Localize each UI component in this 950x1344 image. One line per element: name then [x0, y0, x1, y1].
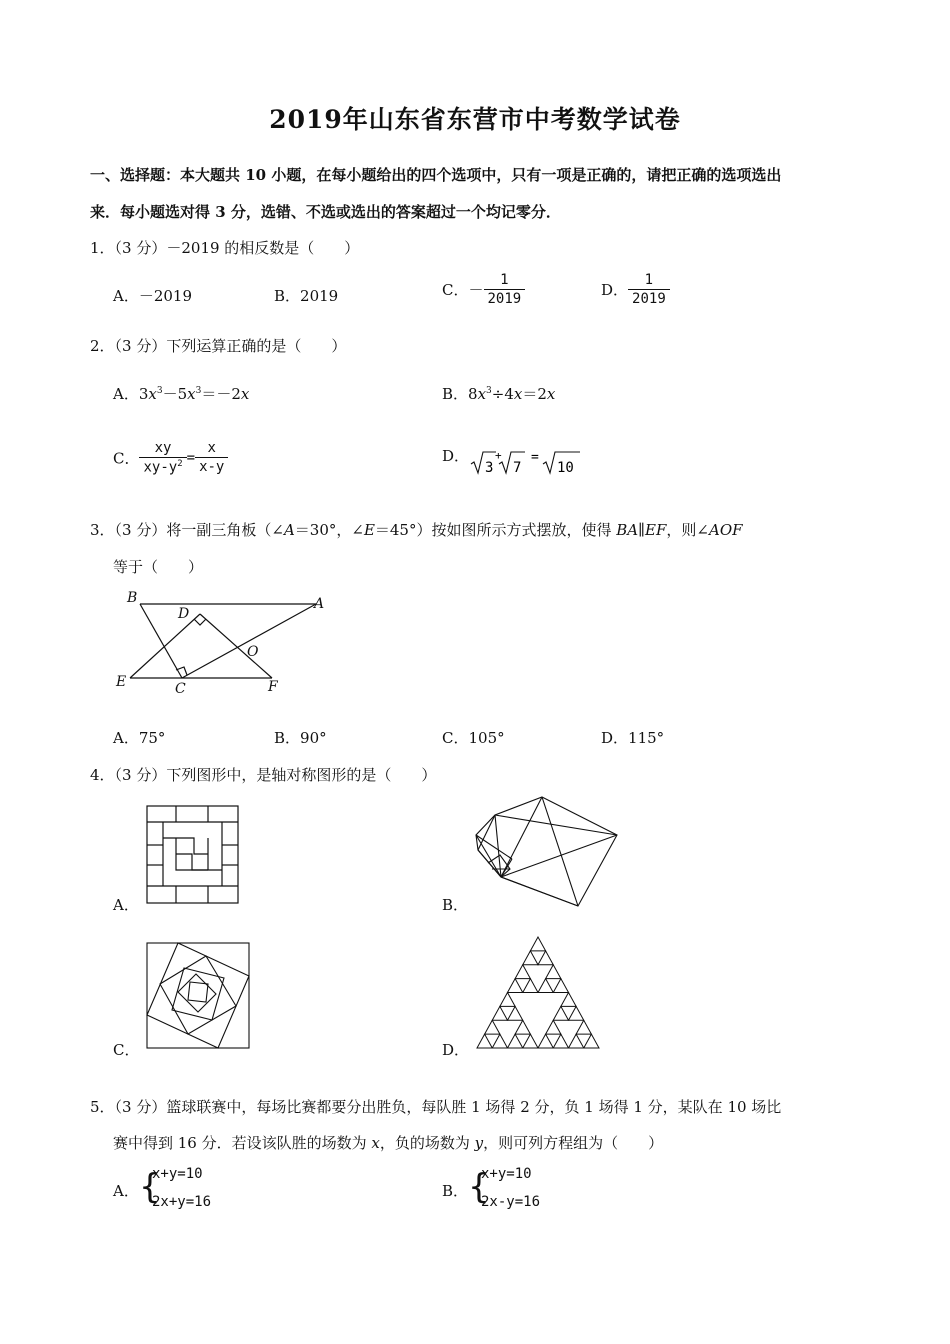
q2-c-equals: =: [186, 449, 196, 466]
q2-c-fraction1: [139, 440, 186, 476]
q4-figure-c-nested-squares: [146, 942, 252, 1050]
q4-option-d: D．: [442, 1041, 470, 1059]
q4-stem: 4．（3 分）下列图形中，是轴对称图形的是（ ）: [90, 766, 437, 784]
q2-b-exp1: 3: [486, 386, 492, 396]
q2-a-coef2: －5: [162, 385, 188, 403]
q2-b-coef1: 8: [468, 385, 478, 403]
q1-option-c-fraction: [484, 272, 526, 307]
q1-option-d-denominator: 2019: [632, 291, 666, 307]
fig-label-o: O: [247, 644, 259, 660]
line-bc: [140, 604, 182, 678]
line-ed: [130, 614, 200, 678]
q4-figure-b-triangle-fan: [470, 795, 620, 910]
sierpinski-cell: [508, 1034, 523, 1048]
q2-d-r3: 10: [557, 460, 574, 476]
section-instructions-line1: 一、选择题：本大题共 10 小题，在每小题给出的四个选项中，只有一项是正确的，请把正确的选项选出: [90, 166, 782, 184]
sierpinski-cell: [569, 1034, 584, 1048]
sierpinski-cell: [508, 1006, 523, 1020]
q3-stem-angle-a: A: [283, 521, 295, 539]
sierpinski-cell: [492, 1034, 507, 1048]
q2-c-denominator1-text: xy-y: [143, 459, 178, 476]
q1-option-a: A．－2019: [113, 287, 193, 305]
sierpinski-cell: [508, 979, 523, 993]
q3-stem-c: ＝45°）按如图所示方式摆放，使得: [374, 521, 617, 539]
q2-a-exp1: 3: [156, 386, 163, 396]
sierpinski-cell: [553, 1006, 568, 1020]
q3-stem-d: ，则∠: [666, 521, 709, 539]
q2-d-r1: 3: [485, 460, 494, 476]
q5-stem-line1: 5．（3 分）篮球联赛中，每场比赛都要分出胜负，每队胜 1 场得 2 分，负 1 场得 1 分，某队在 10 场比: [90, 1098, 782, 1116]
q2-a-exp2: 3: [195, 386, 202, 396]
q3-stem-ef: EF: [645, 521, 667, 539]
sierpinski-cell: [584, 1034, 599, 1048]
q2-option-a: [113, 383, 249, 404]
q2-b-var2: x: [513, 385, 523, 403]
sierpinski-cell: [538, 1034, 553, 1048]
q4-option-b: B．: [442, 896, 469, 914]
q2-option-c: [113, 440, 228, 476]
q3-stem-ba: BA: [616, 521, 639, 539]
q5-option-a-brace: {: [139, 1167, 161, 1207]
q5-stem-c: ，负的场数为: [379, 1134, 475, 1152]
q3-stem: [90, 519, 743, 540]
q3-stem-parallel: ∥: [638, 521, 646, 539]
q2-c-denominator1: [139, 458, 186, 476]
q2-d-r2: 7: [513, 460, 522, 476]
q1-option-c-numerator: 1: [484, 272, 526, 290]
q5-option-b-brace: {: [468, 1167, 490, 1207]
q1-option-c-denominator: 2019: [487, 291, 522, 307]
sierpinski-cell: [538, 979, 553, 993]
q2-option-c-label: C．: [113, 449, 140, 468]
q2-d-plus: +: [495, 449, 502, 462]
q3-stem-b: ＝30°，∠: [294, 521, 364, 539]
q2-b-divisor: ÷4: [491, 385, 514, 403]
q2-c-numerator1: xy: [139, 440, 186, 458]
q5-stem-line2: [113, 1132, 663, 1153]
q1-option-d-numerator: 1: [628, 272, 670, 290]
right-angle-mark-d: [194, 619, 206, 625]
q1-option-d-fraction: [628, 272, 670, 307]
sierpinski-cell: [546, 965, 561, 979]
sierpinski-cell: [477, 1034, 492, 1048]
q4-option-c: C．: [113, 1041, 140, 1059]
q3-option-b: B．90°: [274, 729, 327, 747]
fig-label-d: D: [178, 606, 190, 622]
q2-option-d-radicals: [470, 448, 590, 478]
q2-b-var1: x: [477, 385, 487, 403]
q2-stem: 2．（3 分）下列运算正确的是（ ）: [90, 337, 347, 355]
q5-stem-y: y: [474, 1134, 484, 1152]
q2-c-fraction2: [195, 440, 228, 475]
q2-d-eq: =: [531, 450, 539, 465]
q1-option-c-sign: －: [468, 281, 484, 299]
q2-b-var3: x: [546, 385, 556, 403]
q2-option-b-label: B．: [442, 385, 469, 403]
q5-option-b-eq1: x+y=10: [481, 1166, 532, 1182]
sierpinski-cell: [515, 1020, 530, 1034]
q1-option-d-label: D．: [601, 281, 629, 299]
q5-stem-b: 赛中得到 16 分．若设该队胜的场数为: [113, 1134, 372, 1152]
fig-label-a: A: [314, 596, 325, 612]
q5-option-a-eq1: x+y=10: [152, 1166, 203, 1182]
q3-stem-a: 3．（3 分）将一副三角板（∠: [90, 521, 284, 539]
sierpinski-cell: [500, 993, 515, 1007]
q2-a-var3: x: [240, 385, 250, 403]
sierpinski-cell: [576, 1020, 591, 1034]
q3-stem-angle-e: E: [363, 521, 375, 539]
page-title: 2019年山东省东营市中考数学试卷: [269, 105, 681, 134]
sierpinski-cell: [530, 937, 545, 951]
sierpinski-cell: [485, 1020, 500, 1034]
sierpinski-cell: [553, 1034, 568, 1048]
section-instructions-line2: 来．每小题选对得 3 分，选错、不选或选出的答案超过一个均记零分．: [90, 203, 561, 221]
sierpinski-cell: [492, 1006, 507, 1020]
sierpinski-cell: [523, 979, 538, 993]
sierpinski-cell: [569, 1006, 584, 1020]
q2-a-var1: x: [148, 385, 157, 403]
q5-stem-x: x: [371, 1134, 380, 1152]
q3-figure-triangles: [110, 588, 340, 698]
q2-option-a-label: A．: [113, 385, 139, 403]
q2-option-d-label: D．: [442, 447, 470, 465]
q3-stem-line2: 等于（ ）: [113, 558, 204, 576]
q5-stem-d: ，则可列方程组为（ ）: [483, 1134, 664, 1152]
sierpinski-cell: [523, 951, 538, 965]
sierpinski-cell: [538, 951, 553, 965]
q2-c-denominator2: x-y: [199, 459, 225, 476]
q2-a-result: ＝－2: [201, 385, 241, 403]
q2-a-var2: x: [187, 385, 196, 403]
fig-label-f: F: [268, 679, 278, 695]
q2-a-coef1: 3: [138, 385, 149, 403]
q1-option-c-label: C．: [442, 281, 469, 299]
q5-option-a-eq2: 2x+y=16: [152, 1194, 212, 1210]
q1-option-b: B．2019: [274, 287, 339, 305]
q3-option-c: C．105°: [442, 729, 505, 747]
q4-figure-d-sierpinski-triangle: [476, 936, 600, 1050]
q4-option-a: A．: [113, 896, 139, 914]
q3-stem-aof: AOF: [708, 521, 743, 539]
fig-label-e: E: [116, 674, 127, 690]
fig-label-b: B: [127, 590, 138, 606]
line-df: [200, 614, 272, 678]
sierpinski-cell: [553, 979, 568, 993]
q5-option-a-label: A．: [113, 1182, 139, 1200]
q2-c-numerator2: x: [195, 440, 228, 458]
fig-label-c: C: [175, 681, 186, 697]
q5-option-b-label: B．: [442, 1182, 469, 1200]
q1-option-d: [601, 272, 670, 307]
sierpinski-cell: [515, 965, 530, 979]
q1-stem: 1．（3 分）－2019 的相反数是（ ）: [90, 239, 360, 257]
sierpinski-cell: [523, 1034, 538, 1048]
q5-option-b-eq2: 2x-y=16: [481, 1194, 541, 1210]
q2-option-b: [442, 383, 555, 404]
q3-option-a: A．75°: [113, 729, 166, 747]
q2-b-result: ＝2: [522, 385, 547, 403]
q4-figure-a-maze-square: [146, 805, 240, 905]
sierpinski-cell: [561, 993, 576, 1007]
q2-c-exp: 2: [177, 459, 183, 469]
q3-option-d: D．115°: [601, 729, 665, 747]
q1-option-c: [442, 272, 525, 307]
sierpinski-cell: [546, 1020, 561, 1034]
